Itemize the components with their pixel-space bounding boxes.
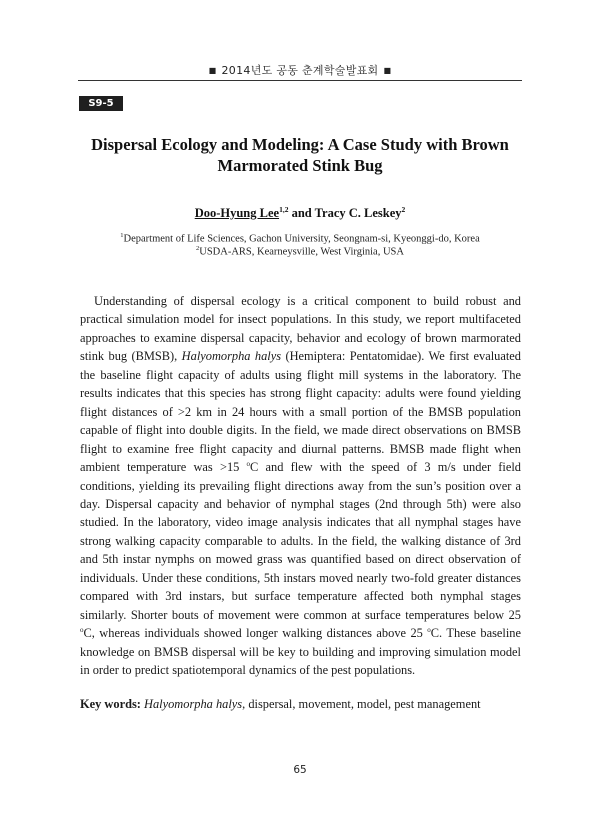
running-head-text: 2014년도 공동 춘계학술발표회 <box>221 64 379 77</box>
session-code-badge: S9-5 <box>79 96 123 111</box>
keywords-rest: , dispersal, movement, model, pest management <box>242 697 481 711</box>
running-head <box>0 62 600 78</box>
affiliation-2-text: USDA-ARS, Kearneysville, West Virginia, USA <box>199 246 404 258</box>
author-1-name: Doo-Hyung Lee <box>194 206 280 221</box>
abstract-part-4: C, whereas individuals showed longer walking distances above 25 <box>83 626 428 641</box>
square-bullet-icon: ■ <box>383 66 392 75</box>
title-line-1: Dispersal Ecology and Modeling: A Case Study with Brown <box>91 135 509 154</box>
author-conjunction: and <box>288 206 315 221</box>
keywords-label: Key words: <box>80 697 141 711</box>
author-line <box>0 205 600 221</box>
author-2-name: Tracy C. Leskey <box>314 206 402 221</box>
affiliation-1 <box>0 232 600 245</box>
keywords-line <box>80 695 521 713</box>
affiliation-1-mark: 1 <box>120 232 124 239</box>
affiliation-2-mark: 2 <box>196 245 200 252</box>
degree-mark: o <box>80 626 84 635</box>
author-1-affil-mark: 1,2 <box>279 205 289 214</box>
abstract-part-3: C and flew with the speed of 3 m/s under field conditions, yielding its prevailing flight directions away from the sun’s position over a day. Dispersal capacity and behavior of nymphal stages (2nd through 5th) were also studied. In the laboratory, video image analysis indicates that all nymphal stages have strong walking capacity comparable to adults. In the field, the walking distance of 3rd and 5th instar nymphs on mowed grass was quantified based on direct observation of individuals. Under these conditions, 5th instars moved nearly two-fold greater distances compared with 3rd instars, but surface temperature affected both nymphal stages similarly. Shorter bouts of movement were common at surface temperatures below 25 <box>80 460 521 622</box>
abstract-part-2: (Hemiptera: Pentatomidae). We first evaluated the baseline flight capacity of adults using flight mill systems in the laboratory. The results indicates that this species has strong flight capacity: adults were found yielding flight distances of >2 km in 24 hours with a small portion of the BMSB population capable of flight into double digits. In the field, we made direct observations on BMSB flight to examine free flight capacity and diurnal patterns. BMSB made flight when ambient temperature was >15 <box>80 349 521 475</box>
affiliation-2 <box>0 245 600 258</box>
abstract-species-name: Halyomorpha halys <box>181 349 282 364</box>
abstract-part-1: Understanding of dispersal ecology is a critical component to build robust and practical simulation model for insect populations. In this study, we report multifaceted approaches to examine dispersal capacity, behavior and ecology of brown marmorated stink bug (BMSB), <box>80 294 521 364</box>
affiliation-1-text: Department of Life Sciences, Gachon University, Seongnam-si, Kyeonggi-do, Korea <box>123 233 480 245</box>
degree-mark: o <box>246 459 251 468</box>
degree-mark: o <box>427 626 431 635</box>
title-line-2: Marmorated Stink Bug <box>217 156 383 175</box>
abstract-part-5: C. These baseline knowledge on BMSB dispersal will be key to building and improving simulation model in order to predict spatiotemporal dynamics of the pest populations. <box>80 626 521 678</box>
page-number: 65 <box>293 764 307 776</box>
author-2-affil-mark: 2 <box>401 205 406 214</box>
header-divider <box>78 80 522 81</box>
square-bullet-icon: ■ <box>208 66 217 75</box>
paper-title <box>60 134 540 176</box>
keywords-species: Halyomorpha halys <box>144 697 243 711</box>
abstract-body <box>80 292 521 680</box>
